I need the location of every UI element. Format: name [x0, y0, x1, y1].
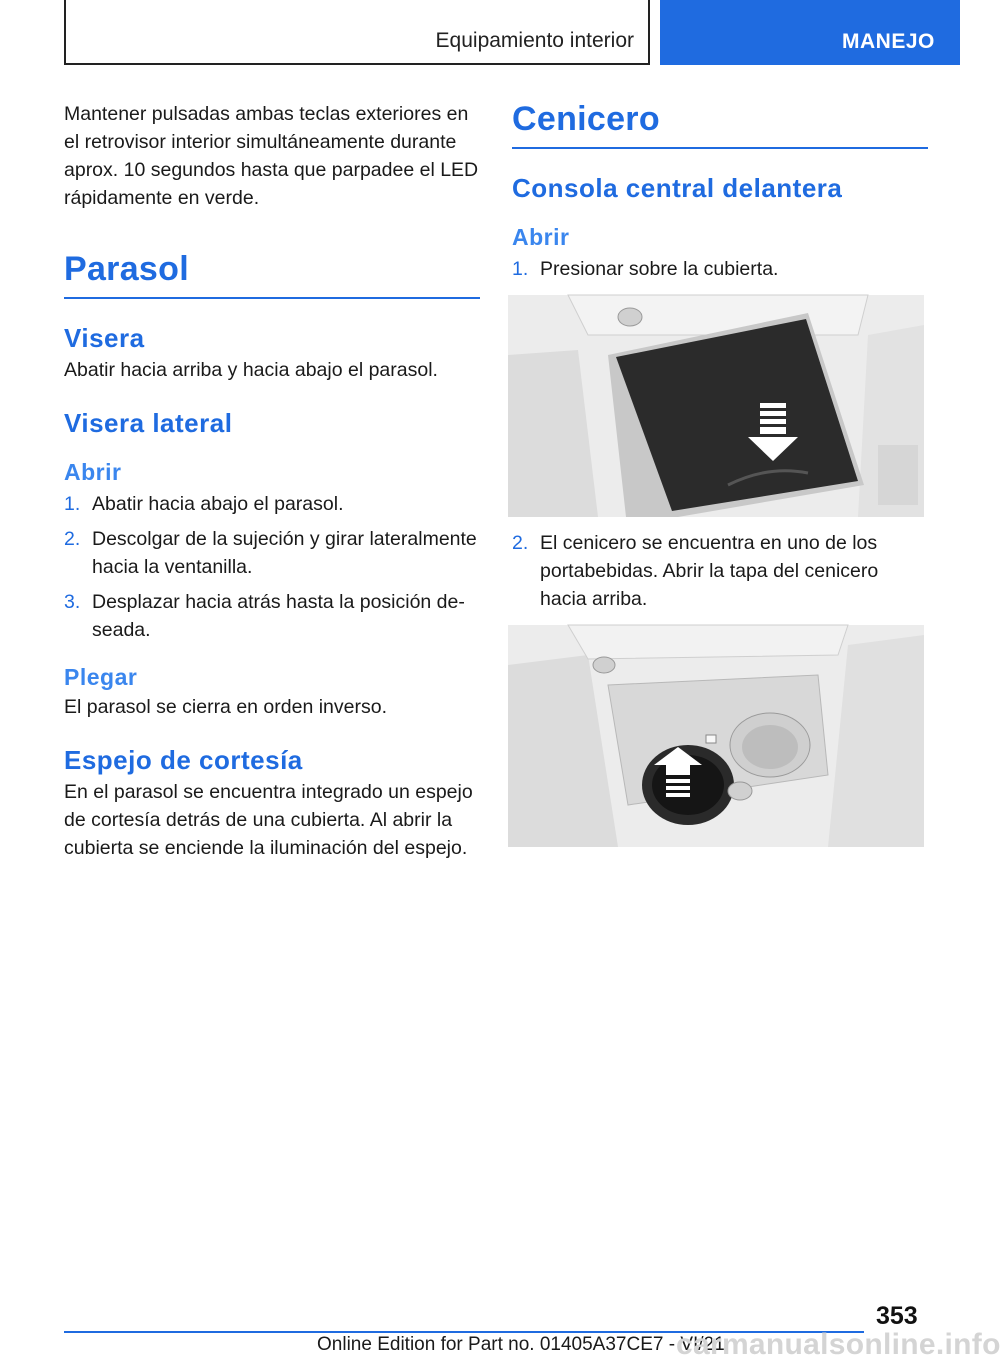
list-item	[512, 255, 928, 283]
section-title: Equipamiento interior	[435, 29, 634, 52]
step-text: El cenicero se encuentra en uno de los portabebidas. Abrir la tapa del cenicero hacia arriba.	[540, 532, 879, 610]
list-item	[64, 525, 480, 581]
console-cover-svg	[508, 295, 924, 517]
header-chapter-tab	[660, 0, 960, 65]
ashtray-cupholder-illustration	[508, 625, 924, 847]
cenicero-heading: Cenicero	[512, 100, 928, 149]
step-text: Presionar sobre la cubierta.	[540, 258, 779, 280]
page-number: 353	[876, 1302, 918, 1330]
step-number: 2.	[64, 528, 81, 550]
espejo-heading: Espejo de cortesía	[64, 745, 303, 775]
list-item	[512, 529, 928, 613]
visera-lateral-heading: Visera lateral	[64, 408, 233, 438]
step-text: Abatir hacia abajo el parasol.	[92, 493, 344, 515]
console-cover-illustration	[508, 295, 924, 517]
abrir-steps-list	[64, 490, 480, 644]
edition-text: Online Edition for Part no. 01405A37CE7 - VI/21	[317, 1334, 725, 1355]
step-text: Desplazar hacia atrás hasta la posición deseada.	[92, 591, 465, 641]
espejo-text: En el parasol se encuentra integrado un espejo de cortesía detrás de una cubierta. Al abrir la cubierta se enciende la iluminación del espejo.	[64, 781, 473, 859]
step-text: Descolgar de la sujeción y girar lateralmente hacia la ventanilla.	[92, 528, 477, 578]
ashtray-svg	[508, 625, 924, 847]
step-number: 1.	[512, 258, 529, 280]
watermark: carmanualsonline.info	[676, 1328, 1001, 1361]
consola-heading: Consola central delantera	[512, 173, 843, 203]
chapter-title: MANEJO	[842, 30, 935, 53]
intro-paragraph: Mantener pulsadas ambas teclas exteriores en el retrovisor interior simultáneamente durante aprox. 10 segundos hasta que parpadee el LED rápidamente en verde.	[64, 103, 479, 209]
plegar-text: El parasol se cierra en orden inverso.	[64, 696, 387, 718]
right-column	[512, 100, 928, 847]
plegar-heading: Plegar	[64, 664, 138, 690]
list-item	[64, 588, 480, 644]
header-section-box	[64, 0, 650, 65]
visera-text: Abatir hacia arriba y hacia abajo el parasol.	[64, 359, 438, 381]
cenicero-step2-list	[512, 529, 928, 613]
abrir-heading-right: Abrir	[512, 224, 570, 250]
cenicero-step1-list	[512, 255, 928, 283]
left-column	[64, 100, 480, 862]
list-item	[64, 490, 480, 518]
visera-heading: Visera	[64, 323, 145, 353]
step-number: 1.	[64, 493, 81, 515]
abrir-heading-left: Abrir	[64, 459, 122, 485]
step-number: 2.	[512, 532, 529, 554]
parasol-heading: Parasol	[64, 250, 480, 299]
step-number: 3.	[64, 591, 81, 613]
